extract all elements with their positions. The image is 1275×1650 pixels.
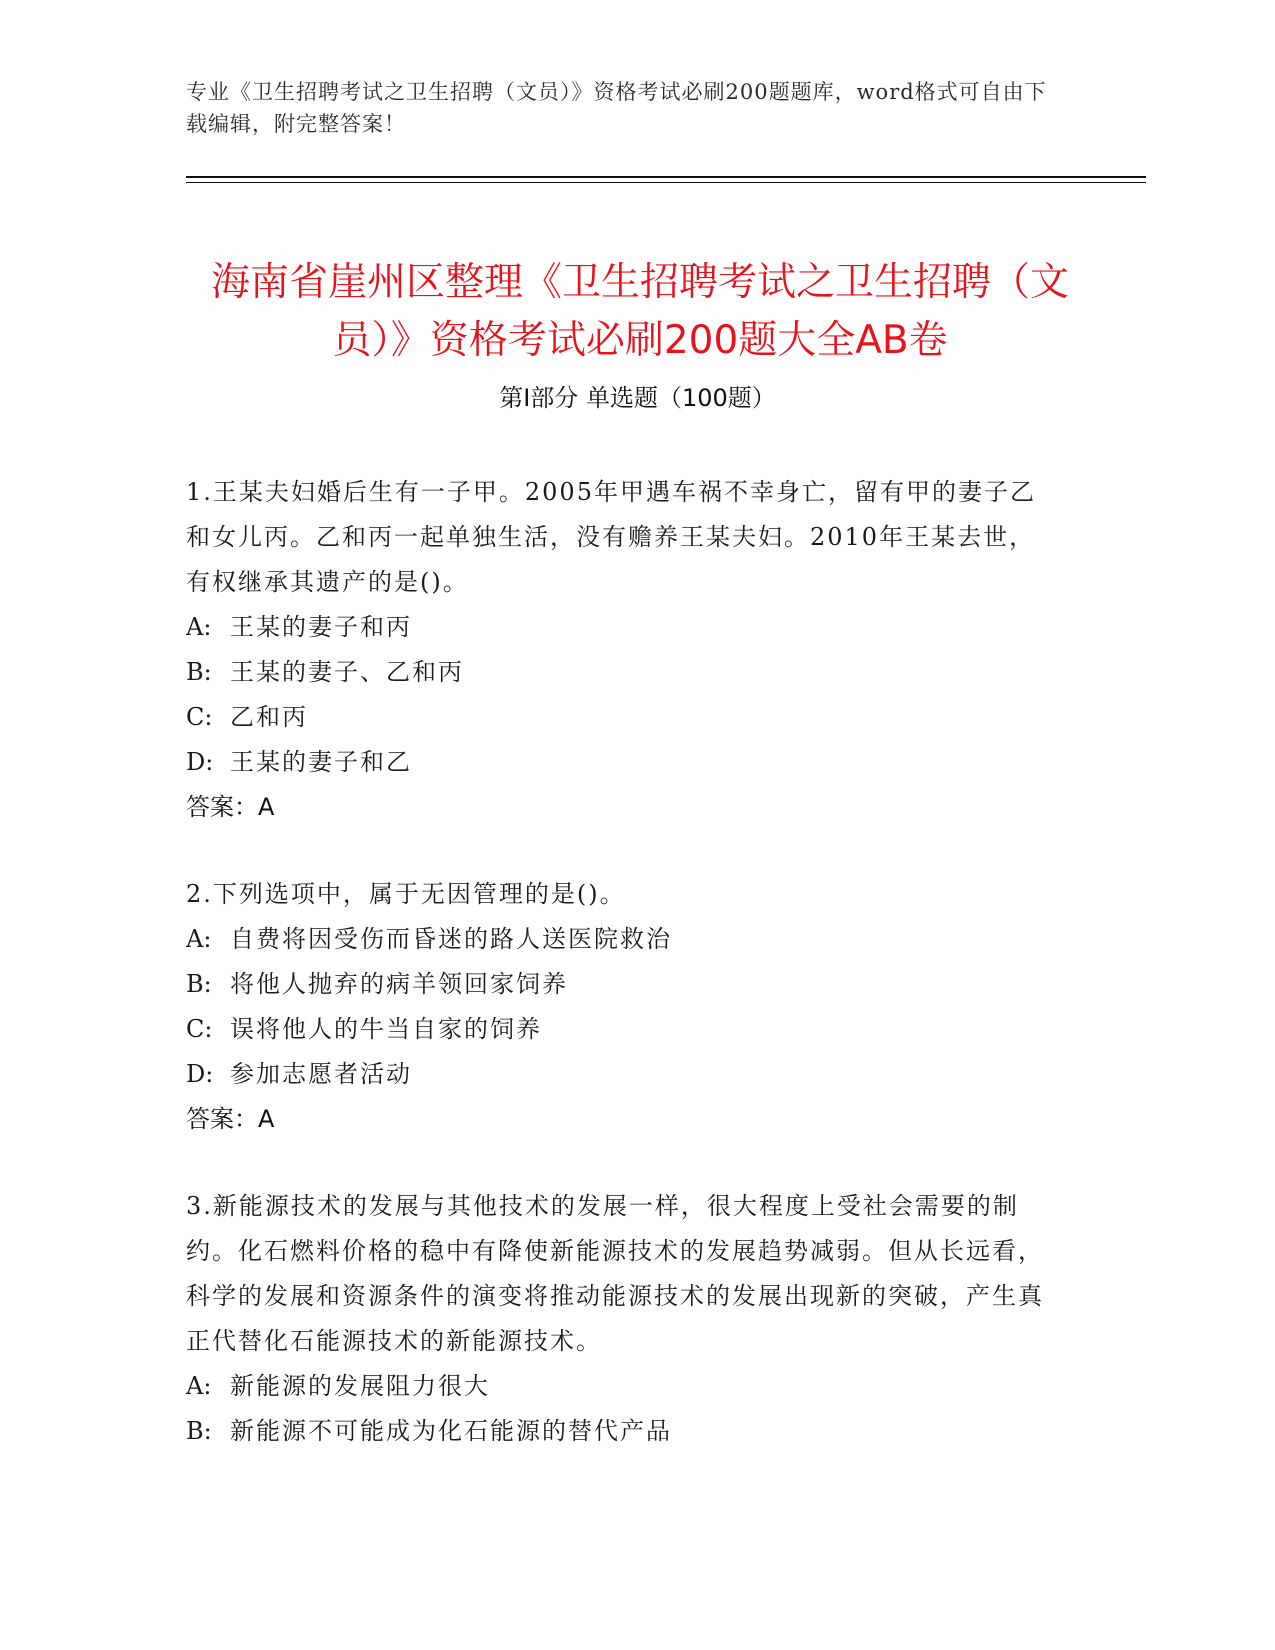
option-a [186,917,1056,962]
option-letter: B: [186,970,212,998]
answer-line: 答案：A [186,1105,275,1133]
option-c [186,695,1056,740]
option-letter: B: [186,1417,212,1445]
question-3 [186,1184,1056,1454]
answer-line: 答案：A [186,793,275,821]
option-text: 王某的妻子、乙和丙 [230,658,464,686]
header-note: 专业《卫生招聘考试之卫生招聘（文员）》资格考试必刷200题题库，word格式可自由下载编辑，附完整答案！ [186,80,1047,136]
document-title: 海南省崖州区整理《卫生招聘考试之卫生招聘（文员）》资格考试必刷200题大全AB卷 [210,260,1069,364]
option-letter: C: [186,1015,213,1043]
option-text: 新能源的发展阻力很大 [230,1372,490,1400]
option-text: 参加志愿者活动 [230,1060,412,1088]
option-a [186,605,1056,650]
option-text: 自费将因受伤而昏迷的路人送医院救治 [230,925,672,953]
option-a [186,1364,1056,1409]
option-b [186,650,1056,695]
option-letter: A: [186,613,212,641]
option-letter: D: [186,1060,214,1088]
option-b [186,1409,1056,1454]
question-2 [186,872,1056,1142]
header-divider-thin [186,182,1146,183]
question-stem: 3.新能源技术的发展与其他技术的发展一样，很大程度上受社会需要的制约。化石燃料价格的稳中有降使新能源技术的发展趋势减弱。但从长远看，科学的发展和资源条件的演变将推动能源技术的发展出现新的突破，产生真正代替化石能源技术的新能源技术。 [186,1192,1044,1355]
header-divider-thick [186,176,1146,178]
option-letter: A: [186,925,212,953]
option-text: 王某的妻子和丙 [230,613,412,641]
option-text: 将他人抛弃的病羊领回家饲养 [230,970,568,998]
question-stem: 2.下列选项中，属于无因管理的是()。 [186,880,626,908]
question-stem: 1.王某夫妇婚后生有一子甲。2005年甲遇车祸不幸身亡，留有甲的妻子乙和女儿丙。乙和丙一起单独生活，没有赡养王某夫妇。2010年王某去世，有权继承其遗产的是()。 [186,478,1036,596]
question-1 [186,470,1056,830]
option-b [186,962,1056,1007]
section-heading: 第I部分 单选题（100题） [499,384,776,412]
option-d [186,740,1056,785]
option-letter: D: [186,748,214,776]
option-letter: A: [186,1372,212,1400]
option-text: 乙和丙 [230,703,308,731]
option-d [186,1052,1056,1097]
option-text: 误将他人的牛当自家的饲养 [230,1015,542,1043]
option-letter: B: [186,658,212,686]
question-list [186,470,1056,1496]
option-c [186,1007,1056,1052]
option-letter: C: [186,703,213,731]
option-text: 王某的妻子和乙 [230,748,412,776]
option-text: 新能源不可能成为化石能源的替代产品 [230,1417,672,1445]
